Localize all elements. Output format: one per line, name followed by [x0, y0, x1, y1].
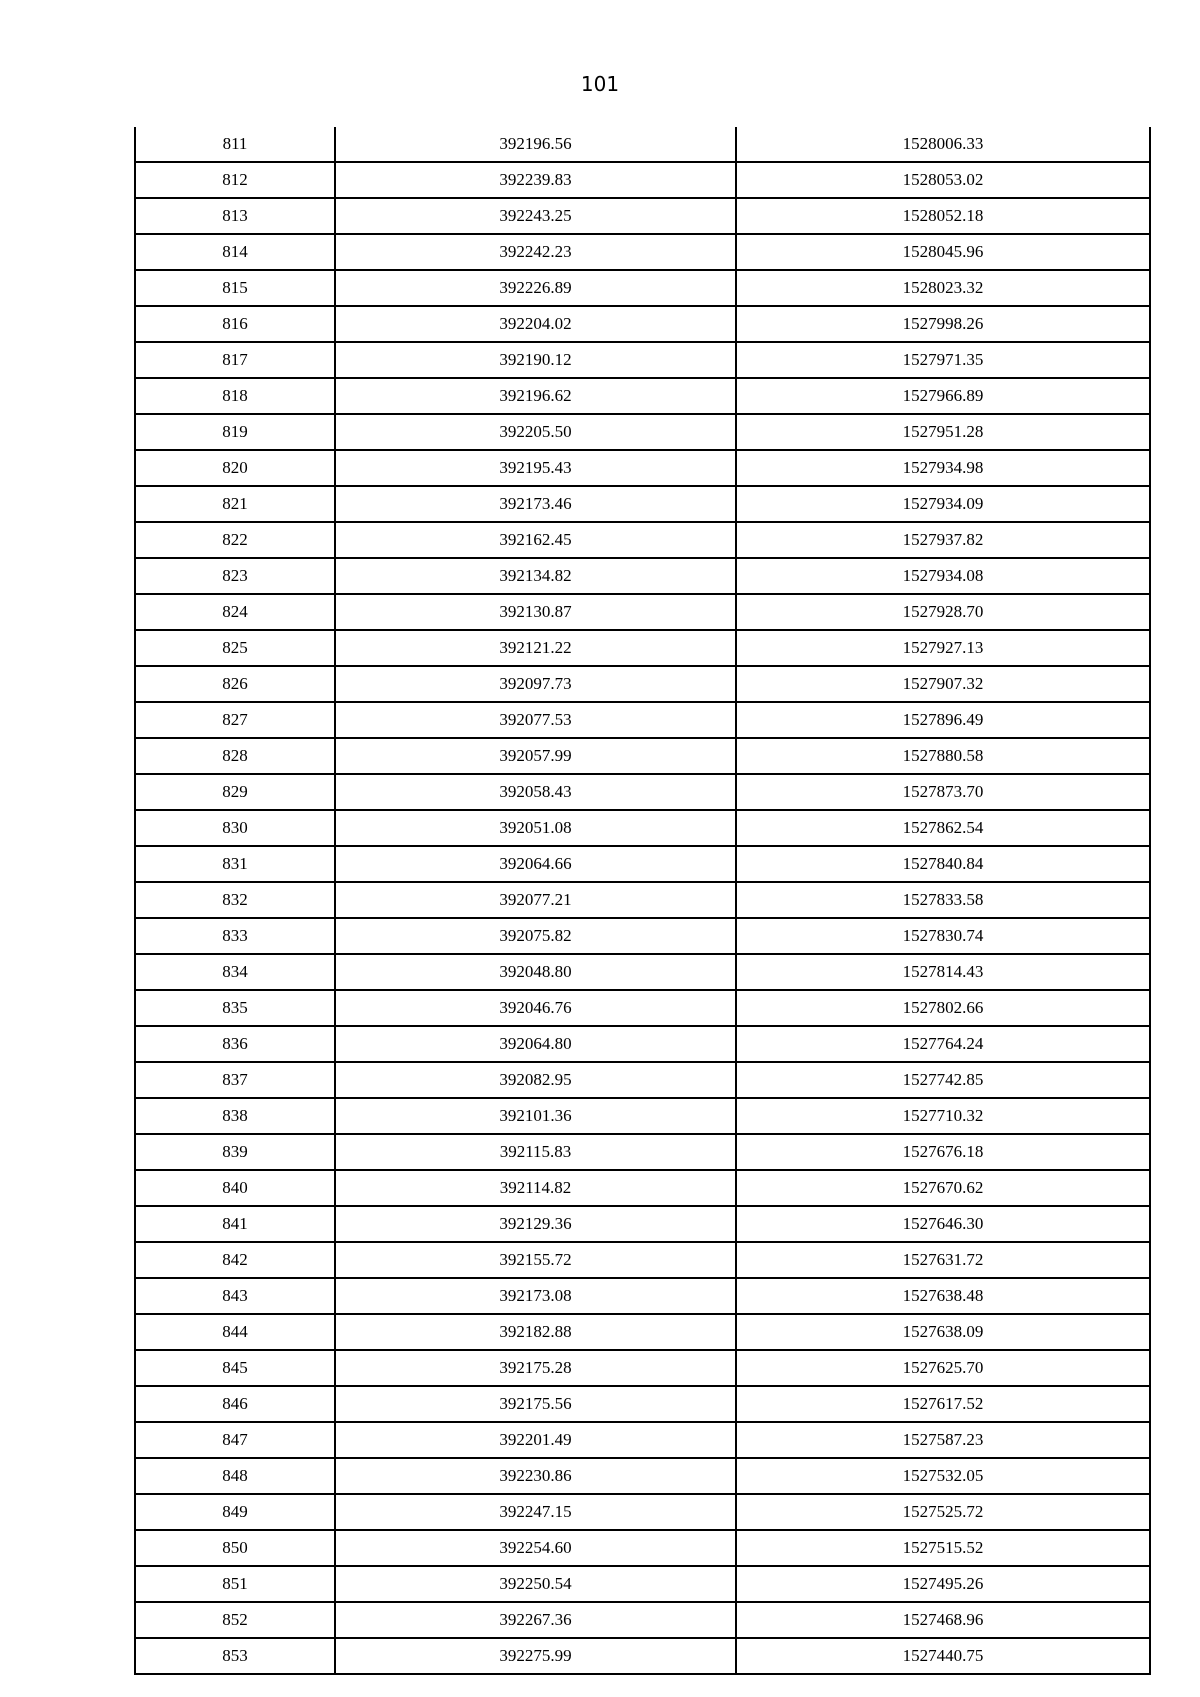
y-coordinate-cell: 1527587.23 [736, 1422, 1150, 1458]
y-coordinate-cell: 1527998.26 [736, 306, 1150, 342]
table-row [135, 1422, 1150, 1458]
point-number-cell: 818 [135, 378, 335, 414]
table-row [135, 1386, 1150, 1422]
y-coordinate-cell: 1528006.33 [736, 127, 1150, 162]
x-coordinate-cell: 392115.83 [335, 1134, 736, 1170]
x-coordinate-cell: 392058.43 [335, 774, 736, 810]
y-coordinate-cell: 1527670.62 [736, 1170, 1150, 1206]
x-coordinate-cell: 392114.82 [335, 1170, 736, 1206]
x-coordinate-cell: 392175.56 [335, 1386, 736, 1422]
table-row [135, 1278, 1150, 1314]
x-coordinate-cell: 392134.82 [335, 558, 736, 594]
table-row [135, 666, 1150, 702]
table-row [135, 414, 1150, 450]
y-coordinate-cell: 1527907.32 [736, 666, 1150, 702]
point-number-cell: 847 [135, 1422, 335, 1458]
x-coordinate-cell: 392243.25 [335, 198, 736, 234]
y-coordinate-cell: 1527764.24 [736, 1026, 1150, 1062]
x-coordinate-cell: 392173.46 [335, 486, 736, 522]
y-coordinate-cell: 1527833.58 [736, 882, 1150, 918]
x-coordinate-cell: 392101.36 [335, 1098, 736, 1134]
point-number-cell: 830 [135, 810, 335, 846]
point-number-cell: 851 [135, 1566, 335, 1602]
table-row [135, 1026, 1150, 1062]
y-coordinate-cell: 1527525.72 [736, 1494, 1150, 1530]
y-coordinate-cell: 1527676.18 [736, 1134, 1150, 1170]
y-coordinate-cell: 1528053.02 [736, 162, 1150, 198]
point-number-cell: 822 [135, 522, 335, 558]
y-coordinate-cell: 1527880.58 [736, 738, 1150, 774]
x-coordinate-cell: 392121.22 [335, 630, 736, 666]
x-coordinate-cell: 392230.86 [335, 1458, 736, 1494]
table-row [135, 1206, 1150, 1242]
y-coordinate-cell: 1527862.54 [736, 810, 1150, 846]
table-row [135, 810, 1150, 846]
point-number-cell: 821 [135, 486, 335, 522]
x-coordinate-cell: 392205.50 [335, 414, 736, 450]
table-row [135, 450, 1150, 486]
x-coordinate-cell: 392162.45 [335, 522, 736, 558]
point-number-cell: 842 [135, 1242, 335, 1278]
point-number-cell: 816 [135, 306, 335, 342]
coordinate-table-body [135, 127, 1150, 1674]
table-row [135, 1602, 1150, 1638]
table-row [135, 198, 1150, 234]
y-coordinate-cell: 1527928.70 [736, 594, 1150, 630]
coordinate-table [134, 127, 1151, 1675]
table-row [135, 558, 1150, 594]
table-row [135, 306, 1150, 342]
table-row [135, 630, 1150, 666]
y-coordinate-cell: 1527742.85 [736, 1062, 1150, 1098]
table-row [135, 1458, 1150, 1494]
y-coordinate-cell: 1527934.08 [736, 558, 1150, 594]
x-coordinate-cell: 392242.23 [335, 234, 736, 270]
table-row [135, 1566, 1150, 1602]
point-number-cell: 820 [135, 450, 335, 486]
y-coordinate-cell: 1527966.89 [736, 378, 1150, 414]
point-number-cell: 825 [135, 630, 335, 666]
table-row [135, 918, 1150, 954]
x-coordinate-cell: 392064.80 [335, 1026, 736, 1062]
table-row [135, 1350, 1150, 1386]
point-number-cell: 815 [135, 270, 335, 306]
point-number-cell: 823 [135, 558, 335, 594]
page-number: 101 [580, 72, 620, 96]
x-coordinate-cell: 392097.73 [335, 666, 736, 702]
point-number-cell: 845 [135, 1350, 335, 1386]
table-row [135, 342, 1150, 378]
y-coordinate-cell: 1527495.26 [736, 1566, 1150, 1602]
x-coordinate-cell: 392267.36 [335, 1602, 736, 1638]
point-number-cell: 831 [135, 846, 335, 882]
point-number-cell: 833 [135, 918, 335, 954]
x-coordinate-cell: 392057.99 [335, 738, 736, 774]
x-coordinate-cell: 392046.76 [335, 990, 736, 1026]
point-number-cell: 846 [135, 1386, 335, 1422]
point-number-cell: 848 [135, 1458, 335, 1494]
point-number-cell: 843 [135, 1278, 335, 1314]
point-number-cell: 837 [135, 1062, 335, 1098]
point-number-cell: 853 [135, 1638, 335, 1674]
y-coordinate-cell: 1528052.18 [736, 198, 1150, 234]
point-number-cell: 834 [135, 954, 335, 990]
point-number-cell: 849 [135, 1494, 335, 1530]
table-row [135, 486, 1150, 522]
point-number-cell: 817 [135, 342, 335, 378]
y-coordinate-cell: 1527814.43 [736, 954, 1150, 990]
y-coordinate-cell: 1527927.13 [736, 630, 1150, 666]
table-row [135, 1530, 1150, 1566]
point-number-cell: 836 [135, 1026, 335, 1062]
table-row [135, 1098, 1150, 1134]
x-coordinate-cell: 392196.56 [335, 127, 736, 162]
table-row [135, 882, 1150, 918]
table-row [135, 954, 1150, 990]
point-number-cell: 826 [135, 666, 335, 702]
x-coordinate-cell: 392048.80 [335, 954, 736, 990]
point-number-cell: 829 [135, 774, 335, 810]
y-coordinate-cell: 1527840.84 [736, 846, 1150, 882]
table-row [135, 378, 1150, 414]
table-row [135, 1242, 1150, 1278]
table-row [135, 522, 1150, 558]
x-coordinate-cell: 392129.36 [335, 1206, 736, 1242]
table-row [135, 162, 1150, 198]
point-number-cell: 840 [135, 1170, 335, 1206]
x-coordinate-cell: 392155.72 [335, 1242, 736, 1278]
x-coordinate-cell: 392254.60 [335, 1530, 736, 1566]
y-coordinate-cell: 1527532.05 [736, 1458, 1150, 1494]
y-coordinate-cell: 1527638.48 [736, 1278, 1150, 1314]
point-number-cell: 811 [135, 127, 335, 162]
x-coordinate-cell: 392064.66 [335, 846, 736, 882]
y-coordinate-cell: 1527937.82 [736, 522, 1150, 558]
x-coordinate-cell: 392239.83 [335, 162, 736, 198]
x-coordinate-cell: 392275.99 [335, 1638, 736, 1674]
y-coordinate-cell: 1527934.09 [736, 486, 1150, 522]
y-coordinate-cell: 1527896.49 [736, 702, 1150, 738]
x-coordinate-cell: 392175.28 [335, 1350, 736, 1386]
point-number-cell: 838 [135, 1098, 335, 1134]
table-row [135, 1170, 1150, 1206]
point-number-cell: 850 [135, 1530, 335, 1566]
y-coordinate-cell: 1527638.09 [736, 1314, 1150, 1350]
point-number-cell: 814 [135, 234, 335, 270]
x-coordinate-cell: 392226.89 [335, 270, 736, 306]
point-number-cell: 813 [135, 198, 335, 234]
table-row [135, 702, 1150, 738]
x-coordinate-cell: 392250.54 [335, 1566, 736, 1602]
y-coordinate-cell: 1527710.32 [736, 1098, 1150, 1134]
point-number-cell: 812 [135, 162, 335, 198]
y-coordinate-cell: 1527625.70 [736, 1350, 1150, 1386]
table-row [135, 127, 1150, 162]
x-coordinate-cell: 392190.12 [335, 342, 736, 378]
point-number-cell: 839 [135, 1134, 335, 1170]
table-row [135, 1494, 1150, 1530]
point-number-cell: 844 [135, 1314, 335, 1350]
point-number-cell: 832 [135, 882, 335, 918]
y-coordinate-cell: 1527802.66 [736, 990, 1150, 1026]
y-coordinate-cell: 1527440.75 [736, 1638, 1150, 1674]
x-coordinate-cell: 392204.02 [335, 306, 736, 342]
point-number-cell: 828 [135, 738, 335, 774]
y-coordinate-cell: 1527934.98 [736, 450, 1150, 486]
x-coordinate-cell: 392247.15 [335, 1494, 736, 1530]
x-coordinate-cell: 392075.82 [335, 918, 736, 954]
table-row [135, 990, 1150, 1026]
x-coordinate-cell: 392201.49 [335, 1422, 736, 1458]
y-coordinate-cell: 1527873.70 [736, 774, 1150, 810]
y-coordinate-cell: 1527468.96 [736, 1602, 1150, 1638]
x-coordinate-cell: 392182.88 [335, 1314, 736, 1350]
point-number-cell: 824 [135, 594, 335, 630]
point-number-cell: 852 [135, 1602, 335, 1638]
x-coordinate-cell: 392077.21 [335, 882, 736, 918]
table-row [135, 1314, 1150, 1350]
table-row [135, 774, 1150, 810]
table-row [135, 594, 1150, 630]
x-coordinate-cell: 392077.53 [335, 702, 736, 738]
table-row [135, 1062, 1150, 1098]
table-row [135, 738, 1150, 774]
point-number-cell: 841 [135, 1206, 335, 1242]
x-coordinate-cell: 392173.08 [335, 1278, 736, 1314]
table-row [135, 846, 1150, 882]
table-row [135, 1638, 1150, 1674]
y-coordinate-cell: 1527617.52 [736, 1386, 1150, 1422]
point-number-cell: 819 [135, 414, 335, 450]
y-coordinate-cell: 1528023.32 [736, 270, 1150, 306]
x-coordinate-cell: 392196.62 [335, 378, 736, 414]
x-coordinate-cell: 392130.87 [335, 594, 736, 630]
y-coordinate-cell: 1527971.35 [736, 342, 1150, 378]
x-coordinate-cell: 392082.95 [335, 1062, 736, 1098]
point-number-cell: 827 [135, 702, 335, 738]
y-coordinate-cell: 1527631.72 [736, 1242, 1150, 1278]
point-number-cell: 835 [135, 990, 335, 1026]
y-coordinate-cell: 1527515.52 [736, 1530, 1150, 1566]
x-coordinate-cell: 392051.08 [335, 810, 736, 846]
y-coordinate-cell: 1527951.28 [736, 414, 1150, 450]
table-row [135, 1134, 1150, 1170]
y-coordinate-cell: 1528045.96 [736, 234, 1150, 270]
x-coordinate-cell: 392195.43 [335, 450, 736, 486]
y-coordinate-cell: 1527830.74 [736, 918, 1150, 954]
table-row [135, 270, 1150, 306]
y-coordinate-cell: 1527646.30 [736, 1206, 1150, 1242]
table-row [135, 234, 1150, 270]
